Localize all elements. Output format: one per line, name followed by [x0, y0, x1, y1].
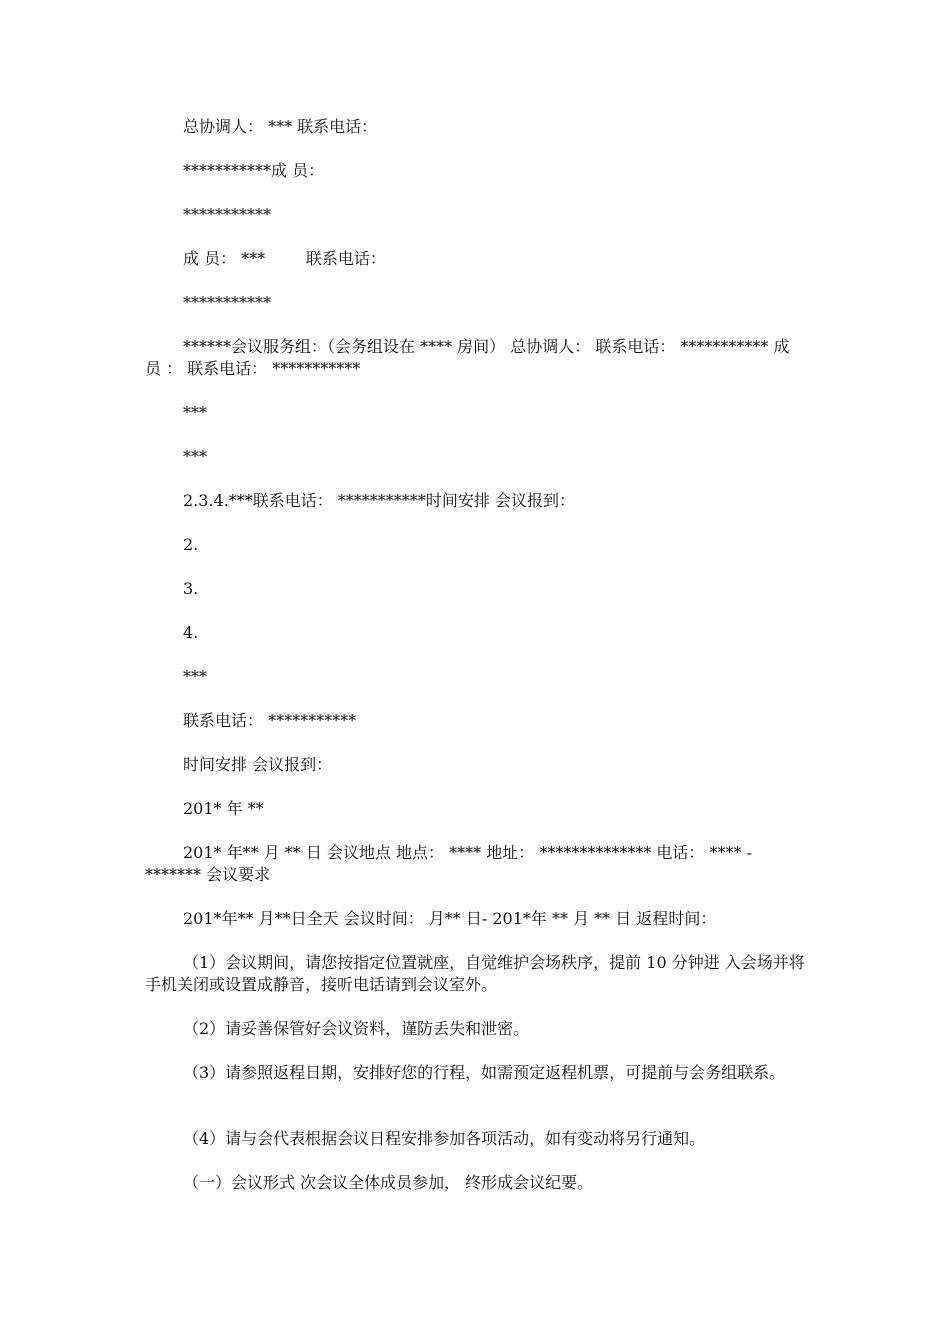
paragraph: 时间安排 会议报到： [183, 755, 333, 774]
paragraph: *** [183, 447, 207, 466]
paragraph: 2. [183, 535, 199, 554]
paragraph: 201*年** 月**日全天 会议时间： 月** 日- 201*年 ** 月 ** 日 返程时间： [183, 909, 717, 928]
paragraph: *** [183, 403, 207, 422]
paragraph: （4）请与会代表根据会议日程安排参加各项活动，如有变动将另行通知。 [183, 1129, 706, 1148]
paragraph: 201* 年 ** [183, 799, 264, 818]
paragraph: 2.3.4.***联系电话： ***********时间安排 会议报到： [183, 491, 575, 510]
paragraph: 总协调人： *** 联系电话： [183, 117, 378, 136]
paragraph: ***********成 员： [183, 161, 325, 180]
paragraph: （1）会议期间，请您按指定位置就座，自觉维护会场秩序，提前 10 分钟进 入会场并将手机关闭或设置成静音，接听电话请到会议室外。 [145, 953, 805, 994]
paragraph: （2）请妥善保管好会议资料，谨防丢失和泄密。 [183, 1019, 530, 1038]
paragraph: 3. [183, 579, 199, 598]
paragraph: *********** [183, 293, 271, 312]
paragraph: *** [183, 667, 207, 686]
paragraph: ******会议服务组：（会务组设在 **** 房间） 总协调人： 联系电话： *********** 成 员 ： 联系电话： *********** [145, 337, 795, 378]
paragraph: 4. [183, 623, 199, 642]
paragraph: 联系电话： *********** [183, 711, 357, 730]
paragraph: 成 员： *** 联系电话： [183, 249, 386, 268]
paragraph: （3）请参照返程日期，安排好您的行程，如需预定返程机票，可提前与会务组联系。 [183, 1063, 786, 1082]
paragraph: *********** [183, 205, 271, 224]
paragraph: （一）会议形式 次会议全体成员参加， 终形成会议纪要。 [183, 1173, 594, 1192]
paragraph: 201* 年** 月 ** 日 会议地点 地点： **** 地址： ************** 电话： **** - ******* 会议要求 [145, 843, 758, 884]
